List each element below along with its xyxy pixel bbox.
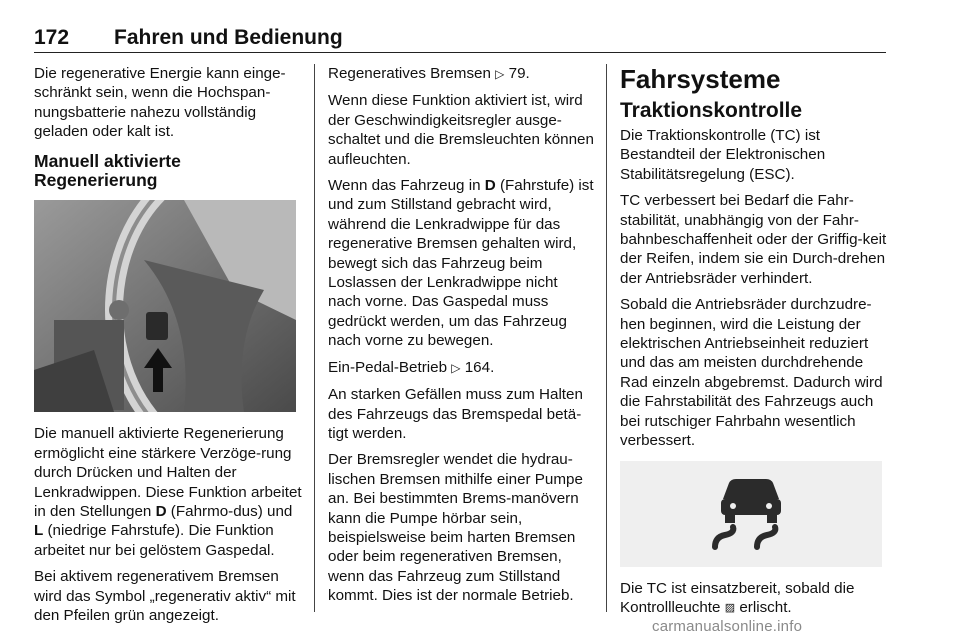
paragraph-regen-braking-ref: Regeneratives Bremsen ▷ 79.	[328, 65, 530, 82]
column-divider-2	[606, 64, 607, 612]
paragraph-brake-controller: Der Bremsregler wendet die hydrau-lischen Bremsen mithilfe einer Pumpe an. Bei bestimmten Brems-manövern kann die Pumpe hörbar sein, beispielsweise beim harten Bremsen oder beim regenerativen Bremsen, wenn das Fahrzeug zum Stillstand kommt. Dies ist der normale Betrieb.	[328, 451, 583, 605]
paragraph-standstill: Wenn das Fahrzeug in D (Fahrstufe) ist und zum Stillstand gebracht wird, während die Lenkradwippe für das regenerative Bremsen gehalten wird, bewegt sich das Fahrzeug beim Loslassen der Lenkradwippe nicht nach vorne. Das Gaspedal muss gedrückt werden, um das Fahrzeug nach vorne zu bewegen.	[328, 177, 594, 350]
paragraph-steep-slopes: An starken Gefällen muss zum Halten des Fahrzeugs das Bremspedal betä-tigt werden.	[328, 386, 583, 442]
paragraph-cruise-off: Wenn diese Funktion aktiviert ist, wird der Geschwindigkeitsregler ausge-schaltet und die Bremsleuchten können aufleuchten.	[328, 92, 594, 168]
traction-control-symbol-box	[620, 461, 882, 567]
paragraph-one-pedal-ref: Ein-Pedal-Betrieb ▷ 164.	[328, 358, 495, 376]
paragraph-tc-power: Sobald die Antriebsräder durchzudre-hen beginnen, wird die Leistung der elektrischen Antriebseinheit reduziert und das am meisten durchdrehende Rad einzeln abgebremst. Dadurch wird die Fahrstabilität des Fahrzeugs auch bei rutschiger Fahrbahn wesentlich verbessert.	[620, 296, 883, 450]
ref-arrow-icon: ▷	[451, 360, 461, 375]
column-divider-1	[314, 64, 315, 612]
watermark: carmanualsonline.info	[652, 618, 803, 635]
chapter-title: Fahren und Bedienung	[114, 26, 343, 49]
page-number: 172	[34, 26, 70, 49]
column-3	[620, 64, 890, 625]
section-heading-regeneration: Manuell aktivierte Regenerierung	[34, 150, 181, 191]
steering-paddle-photo	[34, 200, 296, 412]
paragraph-manual-regeneration: Die manuell aktivierte Regenerierung ermöglicht eine stärkere Verzöge-rung durch Drücken und Halten der Lenkradwippen. Diese Funktion arbeitet in den Stellungen D (Fahrmo-dus) und L (niedrige Fahrstufe). Die Funktion arbeitet nur bei gelöstem Gaspedal.	[34, 425, 302, 559]
paragraph-tc-stability: TC verbessert bei Bedarf die Fahr-stabilität, unabhängig von der Fahr-bahnbeschaffenheit oder der Griffig-keit der Reifen, indem sie ein Durch-drehen der Antriebsräder verhindert.	[620, 192, 887, 287]
column-1	[34, 64, 304, 633]
intro-paragraph: Die regenerative Energie kann einge-schränkt sein, wenn die Hochspan-nungsbatterie nahezu vollständig geladen oder kalt ist.	[34, 65, 286, 141]
heading-driving-systems: Fahrsysteme	[620, 64, 781, 94]
paragraph-tc-ready: Die TC ist einsatzbereit, sobald die Kontrollleuchte ▨ erlischt.	[620, 579, 890, 619]
traction-control-icon	[711, 477, 791, 551]
paragraph-tc-intro: Die Traktionskontrolle (TC) ist Bestandteil der Elektronischen Stabilitätsregelung (ESC).	[620, 127, 826, 183]
page-header	[34, 26, 886, 52]
ref-arrow-icon: ▷	[495, 67, 505, 81]
header-rule	[34, 52, 886, 53]
traction-control-mini-icon: ▨	[724, 601, 736, 614]
heading-traction-control: Traktionskontrolle	[620, 99, 803, 122]
paragraph-active-symbol: Bei aktivem regenerativem Bremsen wird das Symbol „regenerativ aktiv“ mit den Pfeilen grün angezeigt.	[34, 568, 296, 625]
column-2	[328, 64, 594, 613]
